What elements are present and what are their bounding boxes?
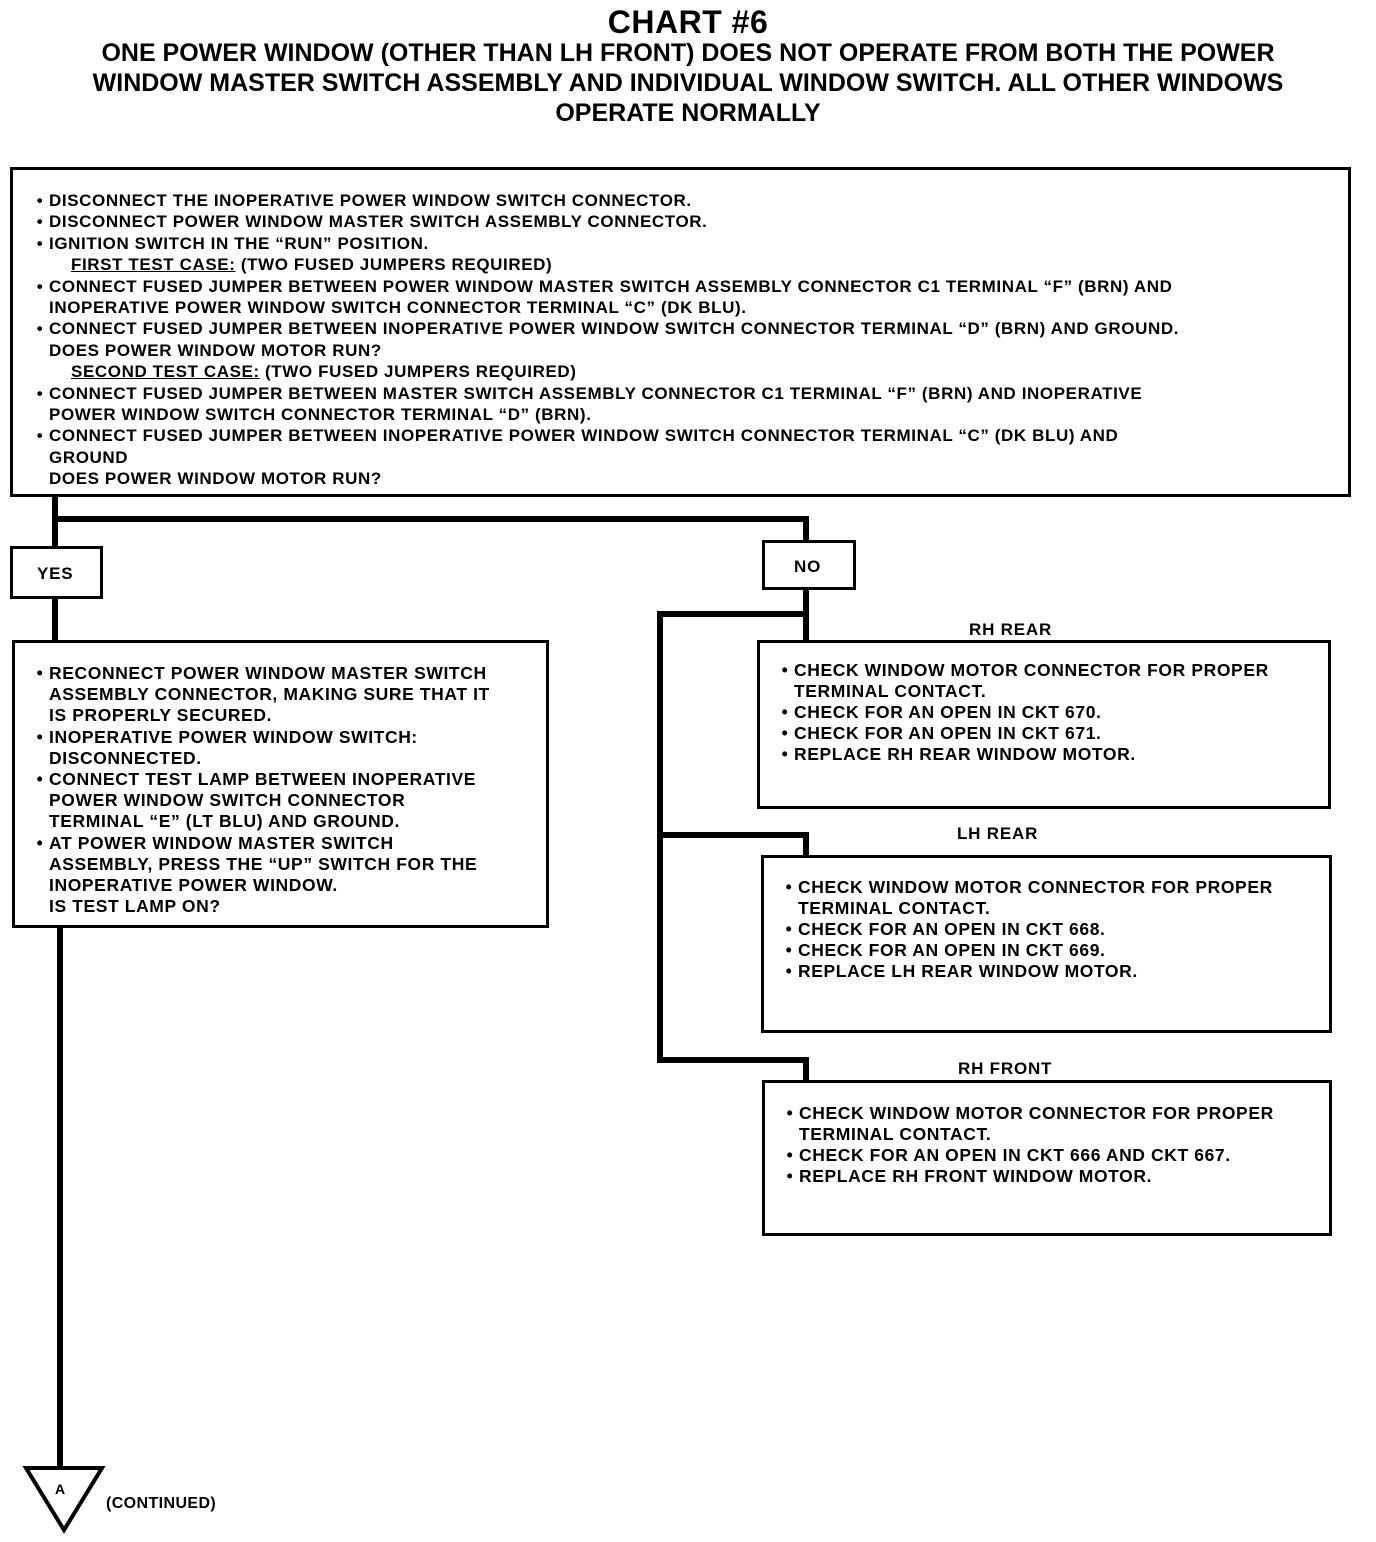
yes-label: YES — [37, 564, 74, 583]
first-test-case-label: FIRST TEST CASE: — [71, 255, 236, 275]
list-item: • CHECK FOR AN OPEN IN CKT 668. — [780, 919, 1329, 940]
chart-title: CHART #6 — [607, 4, 769, 40]
rh-rear-label: RH REAR — [969, 620, 1053, 639]
list-item-continuation: POWER WINDOW SWITCH CONNECTOR TERMINAL “D” (BRN). — [49, 405, 592, 425]
list-item-continuation: POWER WINDOW SWITCH CONNECTOR — [49, 790, 406, 811]
list-item-continuation: INOPERATIVE POWER WINDOW. — [49, 875, 338, 896]
list-item: • CONNECT FUSED JUMPER BETWEEN INOPERATIVE POWER WINDOW SWITCH CONNECTOR TERMINAL “C” (DK BLU) AND — [31, 425, 1348, 446]
continuation-text[interactable]: (CONTINUED) — [106, 1495, 217, 1512]
continuation-triangle-icon — [26, 1468, 102, 1530]
no-label: NO — [794, 557, 822, 576]
list-item-continuation: IS TEST LAMP ON? — [49, 896, 221, 917]
list-item: • CHECK FOR AN OPEN IN CKT 666 AND CKT 667. — [781, 1145, 1329, 1166]
list-item: • IGNITION SWITCH IN THE “RUN” POSITION. — [31, 233, 1348, 254]
first-test-case-heading — [31, 254, 1348, 275]
list-item: • REPLACE LH REAR WINDOW MOTOR. — [780, 961, 1329, 982]
list-item-continuation: ASSEMBLY CONNECTOR, MAKING SURE THAT IT — [49, 684, 490, 705]
list-item-continuation: ASSEMBLY, PRESS THE “UP” SWITCH FOR THE — [49, 853, 478, 874]
list-item: • CHECK FOR AN OPEN IN CKT 670. — [776, 702, 1328, 723]
yes-box — [10, 546, 103, 599]
list-item-continuation: GROUND — [49, 447, 129, 467]
list-item: • REPLACE RH FRONT WINDOW MOTOR. — [781, 1166, 1329, 1187]
main-test-box — [10, 167, 1351, 497]
list-item-continuation: DISCONNECTED. — [49, 747, 202, 768]
list-item: • DISCONNECT THE INOPERATIVE POWER WINDOW SWITCH CONNECTOR. — [31, 190, 1348, 211]
first-test-case-note: (TWO FUSED JUMPERS REQUIRED) — [235, 255, 553, 275]
rh-rear-box — [757, 640, 1331, 809]
yes-result-box — [12, 640, 549, 928]
subtitle-line: OPERATE NORMALLY — [555, 99, 821, 127]
list-item: • CONNECT FUSED JUMPER BETWEEN POWER WINDOW MASTER SWITCH ASSEMBLY CONNECTOR C1 TERMINAL “F” (BRN) AND — [31, 276, 1348, 297]
list-item-continuation: TERMINAL “E” (LT BLU) AND GROUND. — [49, 811, 400, 832]
second-test-case-heading — [31, 361, 1348, 382]
list-item: • CHECK WINDOW MOTOR CONNECTOR FOR PROPER — [776, 660, 1328, 681]
rh-front-label: RH FRONT — [958, 1059, 1053, 1078]
list-item-continuation: TERMINAL CONTACT. — [794, 681, 987, 701]
list-item: • CHECK FOR AN OPEN IN CKT 671. — [776, 723, 1328, 744]
rh-front-box — [762, 1080, 1332, 1236]
list-item-continuation: TERMINAL CONTACT. — [799, 1124, 992, 1144]
second-test-case-label: SECOND TEST CASE: — [71, 362, 260, 382]
second-test-case-note: (TWO FUSED JUMPERS REQUIRED) — [259, 362, 577, 382]
list-item-continuation: TERMINAL CONTACT. — [798, 898, 991, 918]
list-item: • CONNECT FUSED JUMPER BETWEEN INOPERATIVE POWER WINDOW SWITCH CONNECTOR TERMINAL “D” (BRN) AND GROUND. — [31, 318, 1348, 339]
subtitle-line: ONE POWER WINDOW (OTHER THAN LH FRONT) DOES NOT OPERATE FROM BOTH THE POWER — [101, 39, 1275, 67]
list-item: • INOPERATIVE POWER WINDOW SWITCH: — [31, 727, 546, 748]
list-item: • CHECK FOR AN OPEN IN CKT 669. — [780, 940, 1329, 961]
list-item: • CONNECT TEST LAMP BETWEEN INOPERATIVE — [31, 769, 546, 790]
list-item: • CHECK WINDOW MOTOR CONNECTOR FOR PROPER — [780, 877, 1329, 898]
no-box — [762, 540, 856, 590]
list-item-continuation: DOES POWER WINDOW MOTOR RUN? — [49, 340, 382, 360]
list-item: • AT POWER WINDOW MASTER SWITCH — [31, 833, 546, 854]
list-item-continuation: DOES POWER WINDOW MOTOR RUN? — [49, 469, 382, 489]
list-item-continuation: IS PROPERLY SECURED. — [49, 705, 273, 726]
list-item: • CONNECT FUSED JUMPER BETWEEN MASTER SWITCH ASSEMBLY CONNECTOR C1 TERMINAL “F” (BRN) AND INOPERATIVE — [31, 383, 1348, 404]
subtitle-line: WINDOW MASTER SWITCH ASSEMBLY AND INDIVIDUAL WINDOW SWITCH. ALL OTHER WINDOWS — [92, 69, 1284, 97]
list-item: • REPLACE RH REAR WINDOW MOTOR. — [776, 744, 1328, 765]
list-item: • DISCONNECT POWER WINDOW MASTER SWITCH ASSEMBLY CONNECTOR. — [31, 211, 1348, 232]
list-item: • RECONNECT POWER WINDOW MASTER SWITCH — [31, 663, 546, 684]
lh-rear-box — [761, 855, 1332, 1033]
continuation-marker: A — [55, 1481, 66, 1497]
list-item-continuation: INOPERATIVE POWER WINDOW SWITCH CONNECTOR TERMINAL “C” (DK BLU). — [49, 298, 747, 318]
list-item: • CHECK WINDOW MOTOR CONNECTOR FOR PROPER — [781, 1103, 1329, 1124]
lh-rear-label: LH REAR — [957, 824, 1039, 843]
